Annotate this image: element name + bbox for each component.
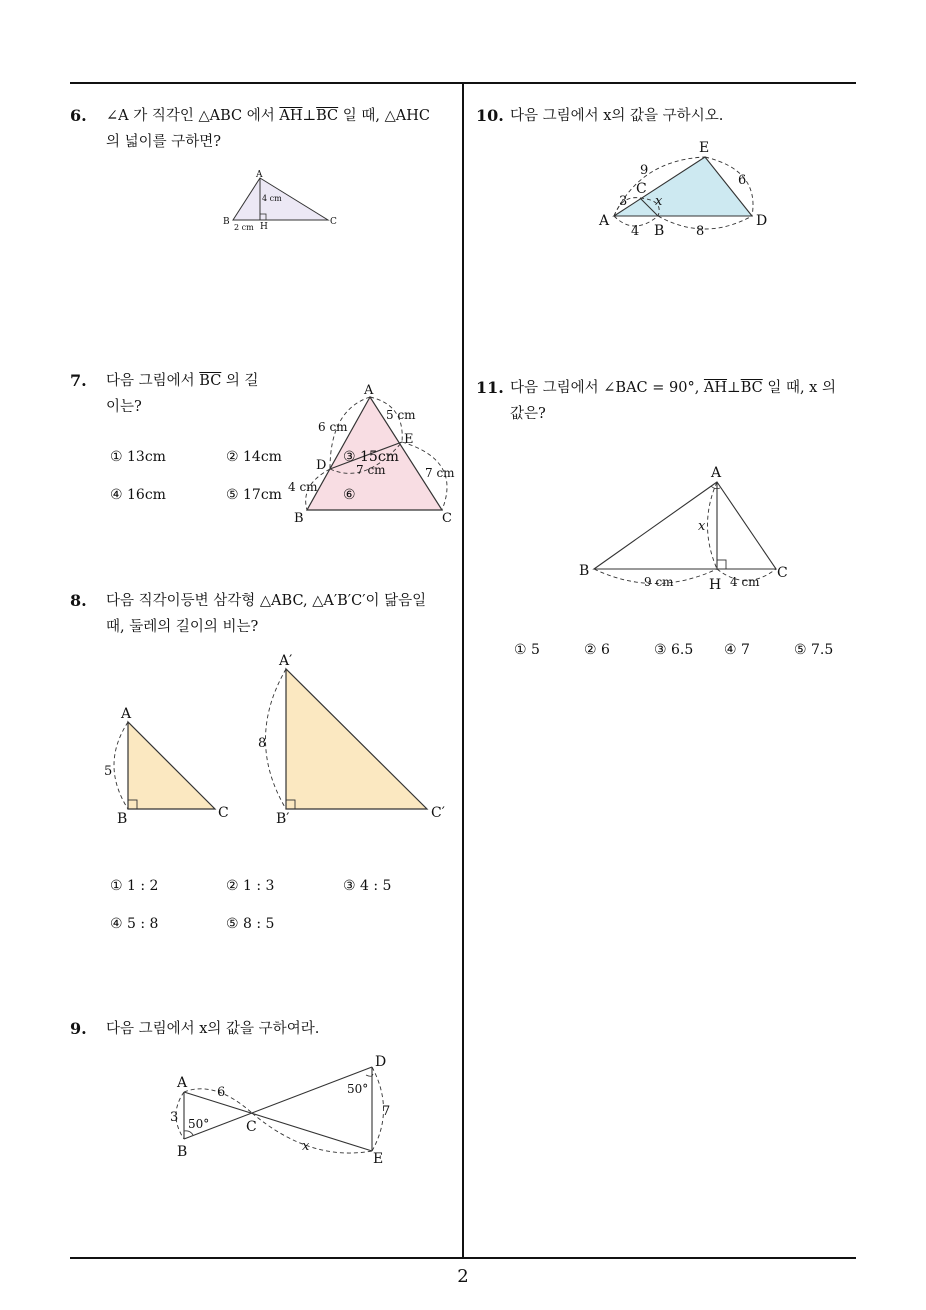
label-H: H [260,222,268,232]
label-bh: 2 cm [234,223,254,232]
label-ab: 3 [170,1110,179,1125]
q11-option-1[interactable]: ① 5 [514,642,540,658]
question-number: 9. [70,1019,87,1038]
question-text: 다음 그림에서 x의 값을 구하여라. [106,1021,320,1037]
label-C: C [246,1119,257,1135]
label-ah: x [698,519,706,534]
question-text: 다음 그림에서 x의 값을 구하시오. [510,108,724,124]
label-B: B [579,563,590,579]
label-D: D [316,458,327,473]
q7-option-5[interactable]: ⑤ 17cm [226,487,282,503]
q8-option-3[interactable]: ③ 4 : 5 [343,878,392,894]
label-E: E [699,140,710,156]
q8-option-2[interactable]: ② 1 : 3 [226,878,275,894]
label-ae: 5 cm [386,408,416,422]
label-A: A [364,383,374,398]
label-ed: 6 [738,173,747,188]
label-C: C [777,565,788,581]
label-db: 4 cm [288,480,318,494]
label-D: D [375,1054,387,1070]
q7-option-4[interactable]: ④ 16cm [110,487,166,503]
label-ad: 6 cm [318,420,348,434]
q7-option-1[interactable]: ① 13cm [110,449,166,465]
label-A: A [256,170,263,180]
label-ec: 7 cm [425,466,455,480]
q11-option-5[interactable]: ⑤ 7.5 [794,642,834,658]
label-H: H [709,577,722,593]
label-angle-b: 50° [188,1117,210,1131]
label-ah: 4 cm [262,194,282,203]
label-ce: x [302,1139,310,1154]
label-B: B [294,511,304,526]
label-C: C [442,511,452,526]
label-A: A [177,1075,188,1091]
label-C-prime: C′ [431,805,445,821]
label-ac: 6 [217,1085,226,1100]
label-de: 7 [382,1104,391,1119]
q11-option-2[interactable]: ② 6 [584,642,610,658]
q8-option-5[interactable]: ⑤ 8 : 5 [226,916,275,932]
q11-option-3[interactable]: ③ 6.5 [654,642,694,658]
q8-option-1[interactable]: ① 1 : 2 [110,878,159,894]
question-number: 6. [70,106,87,125]
label-B: B [117,811,128,827]
label-B-prime: B′ [276,811,290,827]
question-number: 7. [70,371,87,390]
label-C: C [636,181,647,197]
label-C: C [218,805,229,821]
label-E: E [404,432,414,447]
label-A: A [711,465,722,481]
label-E: E [373,1151,384,1167]
page-number: 2 [457,1266,469,1287]
label-angle-d: 50° [347,1082,369,1096]
label-B: B [654,223,665,239]
q7-option-6[interactable]: ⑥ [343,487,356,503]
q11-option-4[interactable]: ④ 7 [724,642,750,658]
label-B: B [223,217,230,227]
label-ab: 5 [104,764,113,779]
label-hc: 4 cm [730,575,760,589]
label-bd: 8 [696,224,705,239]
label-A-prime: A′ [279,653,293,669]
label-C: C [330,217,337,227]
label-ae: 9 [640,163,649,178]
label-A: A [599,213,610,229]
question-text: 다음 그림에서 ∠BAC = 90°, $\overline{AH}\perp\overline{BC}$ 일 때, x 의 값은? [510,380,836,422]
label-ab: 4 [631,224,640,239]
label-ac: 3 [619,194,628,209]
label-de: 7 cm [356,463,386,477]
label-cb: x [655,194,663,209]
question-number: 8. [70,591,87,610]
q7-option-2[interactable]: ② 14cm [226,449,282,465]
question-text: 다음 그림에서 $\overline{BC}$ 의 길 이는? [106,373,259,415]
label-D: D [756,213,768,229]
question-number: 10. [476,106,504,125]
question-number: 11. [476,378,504,397]
q8-option-4[interactable]: ④ 5 : 8 [110,916,159,932]
label-B: B [177,1144,188,1160]
label-a2b2: 8 [258,736,267,751]
q7-option-3[interactable]: ③ 15cm [343,449,399,465]
label-bh: 9 cm [644,575,674,589]
question-text: 다음 직각이등변 삼각형 △ABC, △A′B′C′이 닮음일 때, 둘레의 길이의 비는? [106,593,427,635]
question-text: ∠A 가 직각인 △ABC 에서 $\overline{AH}\perp\overline{BC}$ 일 때, △AHC 의 넓이를 구하면? [106,108,430,150]
label-A: A [121,706,132,722]
